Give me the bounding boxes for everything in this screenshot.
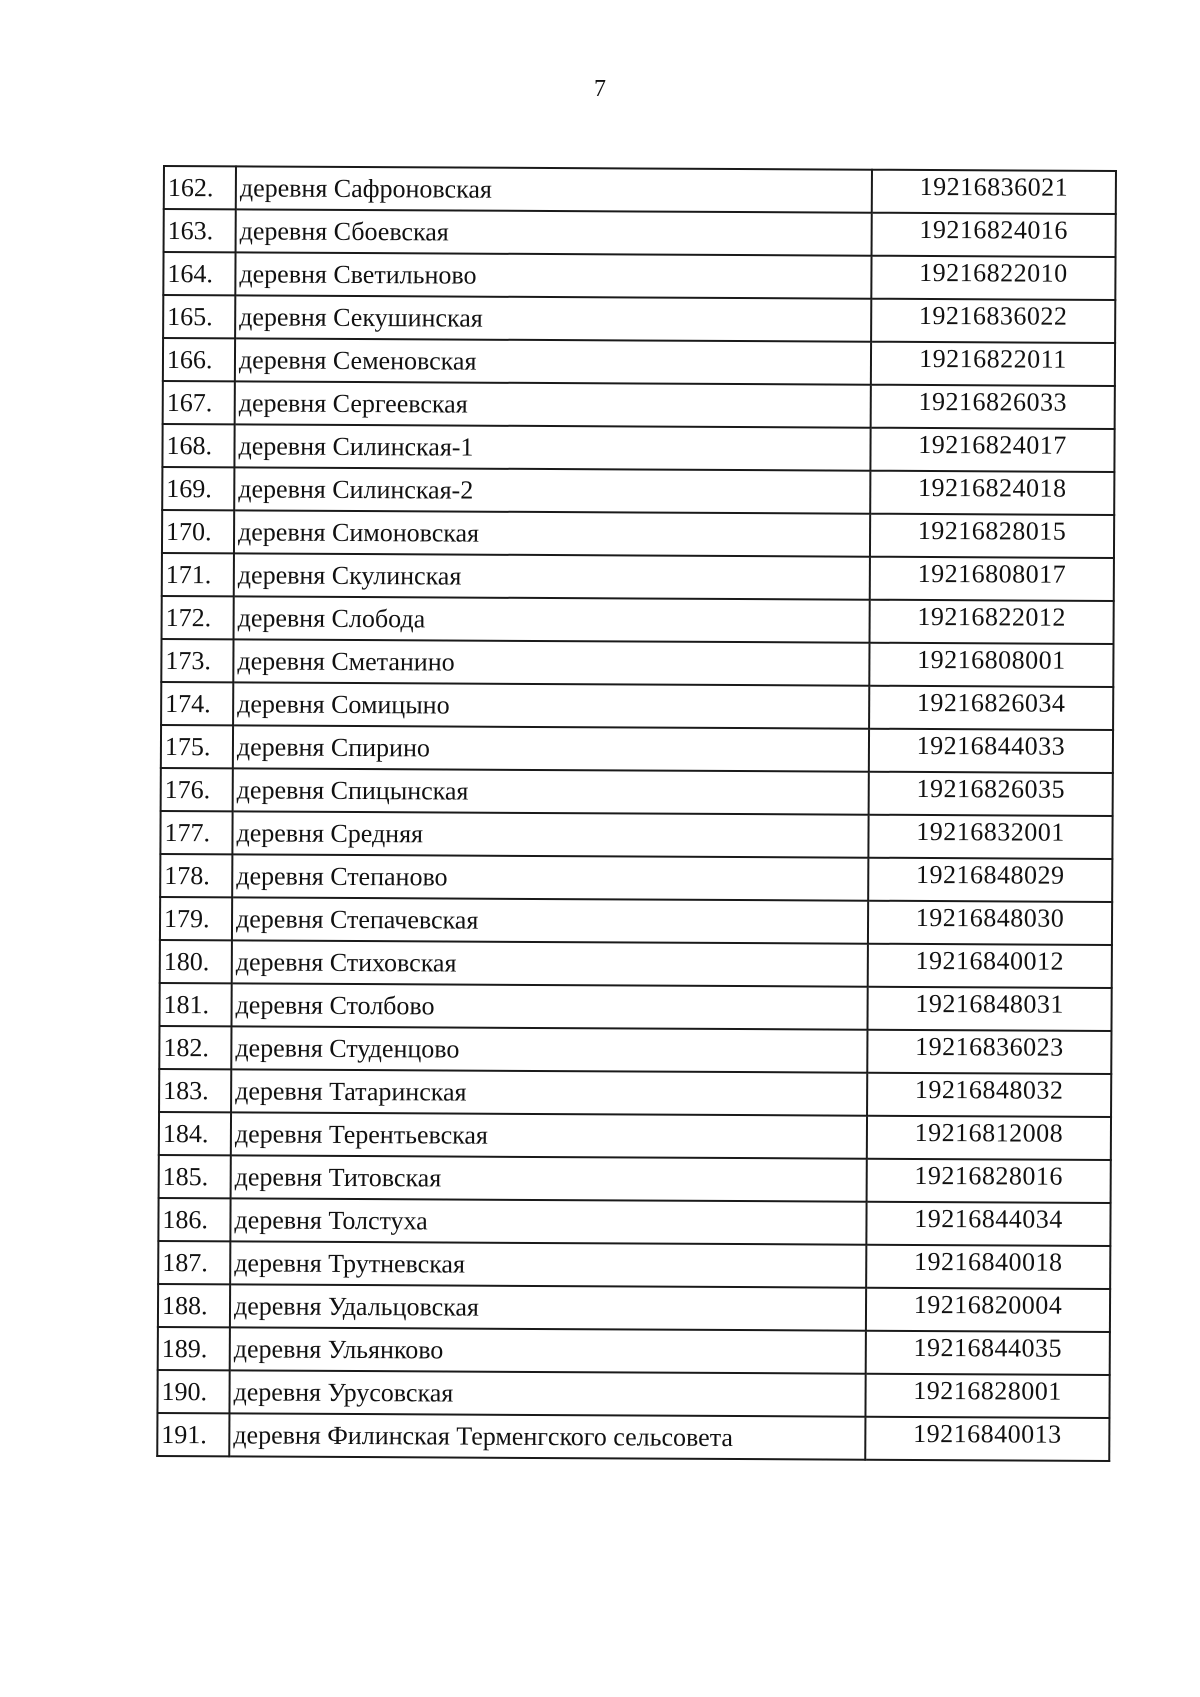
table-row: [158, 1327, 1110, 1375]
table-row: [157, 1413, 1109, 1461]
row-number: 173.: [161, 639, 233, 682]
settlement-name: деревня Татаринская: [231, 1069, 867, 1115]
row-number: 175.: [161, 725, 233, 768]
table-row: [159, 1112, 1111, 1160]
row-number: 180.: [160, 940, 232, 983]
row-number: 190.: [157, 1370, 229, 1413]
table-row: [162, 510, 1114, 558]
row-number: 170.: [162, 510, 234, 553]
table-row: [162, 467, 1114, 515]
row-number: 179.: [160, 897, 232, 940]
settlement-name: деревня Стиховская: [232, 940, 868, 986]
settlement-code: 19216840018: [866, 1245, 1110, 1289]
settlement-name: деревня Симоновская: [234, 510, 870, 556]
table-row: [158, 1198, 1110, 1246]
table-row: [157, 1370, 1109, 1418]
row-number: 191.: [157, 1413, 229, 1456]
settlement-code: 19216826033: [871, 385, 1115, 429]
settlement-code: 19216824018: [870, 471, 1114, 515]
row-number: 165.: [163, 295, 235, 338]
settlement-code: 19216808001: [869, 643, 1113, 687]
table-row: [163, 252, 1115, 300]
table-row: [161, 639, 1113, 687]
settlement-name: деревня Силинская-1: [234, 424, 870, 470]
settlement-name: деревня Удальцовская: [230, 1284, 866, 1330]
table-row: [159, 1155, 1111, 1203]
row-number: 185.: [159, 1155, 231, 1198]
row-number: 189.: [158, 1327, 230, 1370]
settlement-code: 19216822010: [871, 256, 1115, 300]
row-number: 163.: [164, 209, 236, 252]
settlement-name: деревня Толстуха: [230, 1198, 866, 1244]
settlement-name: деревня Силинская-2: [234, 467, 870, 513]
table-row: [160, 940, 1112, 988]
settlement-code: 19216822012: [870, 600, 1114, 644]
row-number: 172.: [162, 596, 234, 639]
row-number: 188.: [158, 1284, 230, 1327]
settlement-code: 19216848032: [867, 1073, 1111, 1117]
row-number: 178.: [160, 854, 232, 897]
settlement-code: 19216848029: [868, 858, 1112, 902]
row-number: 169.: [162, 467, 234, 510]
table-row: [158, 1284, 1110, 1332]
settlement-code: 19216844033: [869, 729, 1113, 773]
row-number: 186.: [158, 1198, 230, 1241]
row-number: 182.: [159, 1026, 231, 1069]
table-row: [162, 424, 1114, 472]
settlement-code: 19216826035: [869, 772, 1113, 816]
settlement-name: деревня Столбово: [231, 983, 867, 1029]
settlement-table: [156, 165, 1117, 1462]
table-row: [163, 295, 1115, 343]
settlement-code: 19216836022: [871, 299, 1115, 343]
row-number: 171.: [162, 553, 234, 596]
table-row: [160, 897, 1112, 945]
row-number: 168.: [162, 424, 234, 467]
settlement-name: деревня Степачевская: [232, 897, 868, 943]
row-number: 167.: [163, 381, 235, 424]
page-number: 7: [594, 76, 606, 102]
settlement-name: деревня Студенцово: [231, 1026, 867, 1072]
table-row: [163, 381, 1115, 429]
settlement-code: 19216820004: [866, 1288, 1110, 1332]
settlement-name: деревня Сбоевская: [236, 209, 872, 255]
row-number: 181.: [159, 983, 231, 1026]
settlement-name: деревня Слобода: [234, 596, 870, 642]
settlement-name: деревня Урусовская: [229, 1370, 865, 1416]
row-number: 184.: [159, 1112, 231, 1155]
table-row: [161, 725, 1113, 773]
settlement-name: деревня Филинская Терменгского сельсовета: [229, 1413, 865, 1459]
settlement-code: 19216828001: [865, 1374, 1109, 1418]
settlement-name: деревня Ульянково: [230, 1327, 866, 1373]
settlement-name: деревня Трутневская: [230, 1241, 866, 1287]
table-row: [160, 854, 1112, 902]
settlement-code: 19216832001: [868, 815, 1112, 859]
settlement-name: деревня Сафроновская: [236, 166, 872, 212]
table-row: [162, 596, 1114, 644]
settlement-code: 19216826034: [869, 686, 1113, 730]
settlement-code: 19216844035: [866, 1331, 1110, 1375]
settlement-name: деревня Сергеевская: [235, 381, 871, 427]
settlement-name: деревня Спицынская: [233, 768, 869, 814]
row-number: 162.: [164, 166, 236, 209]
settlement-name: деревня Степаново: [232, 854, 868, 900]
table-row: [160, 811, 1112, 859]
table-row: [163, 338, 1115, 386]
table-row: [164, 166, 1116, 214]
row-number: 164.: [163, 252, 235, 295]
row-number: 166.: [163, 338, 235, 381]
settlement-code: 19216824017: [870, 428, 1114, 472]
settlement-name: деревня Секушинская: [235, 295, 871, 341]
table-row: [164, 209, 1116, 257]
table-row: [159, 1026, 1111, 1074]
settlement-table-body: [157, 166, 1116, 1461]
settlement-code: 19216828016: [867, 1159, 1111, 1203]
settlement-code: 19216836023: [867, 1030, 1111, 1074]
table-row: [158, 1241, 1110, 1289]
settlement-name: деревня Семеновская: [235, 338, 871, 384]
settlement-code: 19216848030: [868, 901, 1112, 945]
settlement-name: деревня Спирино: [233, 725, 869, 771]
settlement-code: 19216828015: [870, 514, 1114, 558]
row-number: 183.: [159, 1069, 231, 1112]
settlement-name: деревня Светильново: [235, 252, 871, 298]
settlement-name: деревня Терентьевская: [231, 1112, 867, 1158]
table-row: [159, 983, 1111, 1031]
settlement-code: 19216812008: [867, 1116, 1111, 1160]
row-number: 177.: [160, 811, 232, 854]
settlement-name: деревня Сомицыно: [233, 682, 869, 728]
settlement-name: деревня Титовская: [231, 1155, 867, 1201]
row-number: 176.: [161, 768, 233, 811]
settlement-name: деревня Средняя: [232, 811, 868, 857]
settlement-name: деревня Скулинская: [234, 553, 870, 599]
table-row: [162, 553, 1114, 601]
settlement-code: 19216844034: [866, 1202, 1110, 1246]
settlement-code: 19216824016: [872, 213, 1116, 257]
settlement-code: 19216822011: [871, 342, 1115, 386]
settlement-code: 19216836021: [872, 170, 1116, 214]
settlement-code: 19216848031: [867, 987, 1111, 1031]
table-row: [159, 1069, 1111, 1117]
table-row: [161, 768, 1113, 816]
settlement-code: 19216840012: [868, 944, 1112, 988]
row-number: 187.: [158, 1241, 230, 1284]
settlement-code: 19216840013: [865, 1417, 1109, 1461]
settlement-name: деревня Сметанино: [233, 639, 869, 685]
row-number: 174.: [161, 682, 233, 725]
settlement-code: 19216808017: [870, 557, 1114, 601]
table-row: [161, 682, 1113, 730]
